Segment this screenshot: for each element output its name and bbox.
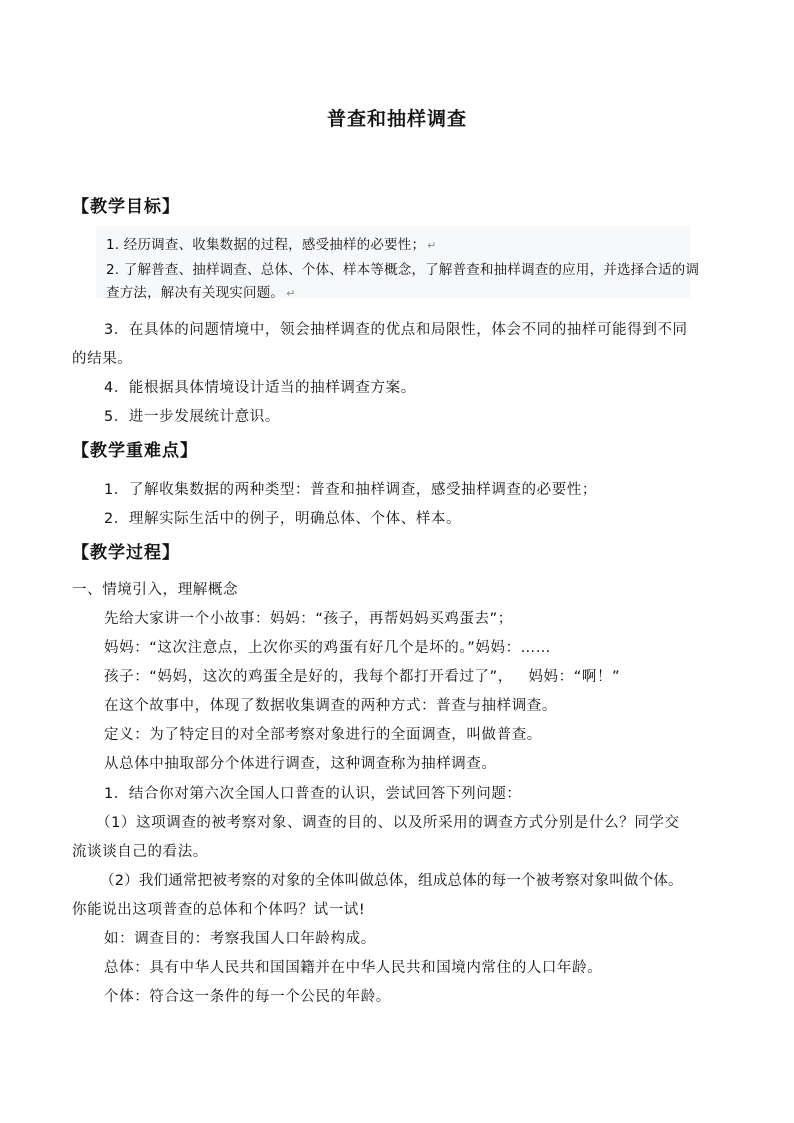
process-line: 定义：为了特定目的对全部考察对象进行的全面调查，叫做普查。 [104,727,542,743]
process-line: 一、情境引入，理解概念 [72,582,239,598]
process-line: 总体：具有中华人民共和国国籍并在中华人民共和国境内常住的人口年龄。 [104,960,603,976]
objective-item-3-cont: 的结果。 [72,351,133,367]
pasted-line-3: 查方法，解决有关现实问题。 ↵ [106,285,296,301]
process-line: 孩子：“妈妈，这次的鸡蛋全是好的，我每个都打开看过了”， 妈妈：“啊！” [104,669,621,685]
key-point-1: 1．了解收集数据的两种类型：普查和抽样调查，感受抽样调查的必要性； [104,482,598,498]
process-line: 妈妈：“这次注意点，上次你买的鸡蛋有好几个是坏的。”妈妈：…… [104,640,551,656]
return-mark-icon: ↵ [286,287,296,300]
process-line: （2）我们通常把被考察的对象的全体叫做总体，组成总体的每一个被考察对象叫做个体。 [100,873,683,889]
section-heading-objectives: 【教学目标】 [72,197,180,217]
process-line: 你能说出这项普查的总体和个体吗？试一试! [72,902,366,918]
section-heading-process: 【教学过程】 [72,543,180,563]
objective-item-3: 3．在具体的问题情境中，领会抽样调查的优点和局限性，体会不同的抽样可能得到不同 [104,322,688,338]
page-title: 普查和抽样调查 [326,108,467,130]
process-line: 流谈谈自己的看法。 [72,844,208,860]
process-line: 先给大家讲一个小故事：妈妈：“孩子，再帮妈妈买鸡蛋去”； [104,611,513,627]
section-heading-key-points: 【教学重难点】 [72,441,198,461]
key-point-2: 2．理解实际生活中的例子，明确总体、个体、样本。 [104,511,462,527]
pasted-line-1: 1. 经历调查、收集数据的过程，感受抽样的必要性； ↵ [106,237,437,253]
process-line: 个体：符合这一条件的每一个公民的年龄。 [104,989,391,1005]
process-line: （1）这项调查的被考察对象、调查的目的、以及所采用的调查方式分别是什么？同学交 [96,815,680,831]
objective-item-4: 4．能根据具体情境设计适当的抽样调查方案。 [104,380,416,396]
pasted-line-2: 2. 了解普查、抽样调查、总体、个体、样本等概念，了解普查和抽样调查的应用，并选择合适的调 [106,262,700,278]
process-line: 从总体中抽取部分个体进行调查，这种调查称为抽样调查。 [104,756,497,772]
process-line: 如：调查目的：考察我国人口年龄构成。 [104,931,376,947]
return-mark-icon: ↵ [427,239,437,252]
objective-item-5: 5．进一步发展统计意识。 [104,409,280,425]
process-line: 在这个故事中，体现了数据收集调查的两种方式：普查与抽样调查。 [104,698,557,714]
process-line: 1．结合你对第六次全国人口普查的认识，尝试回答下列问题： [104,786,522,802]
